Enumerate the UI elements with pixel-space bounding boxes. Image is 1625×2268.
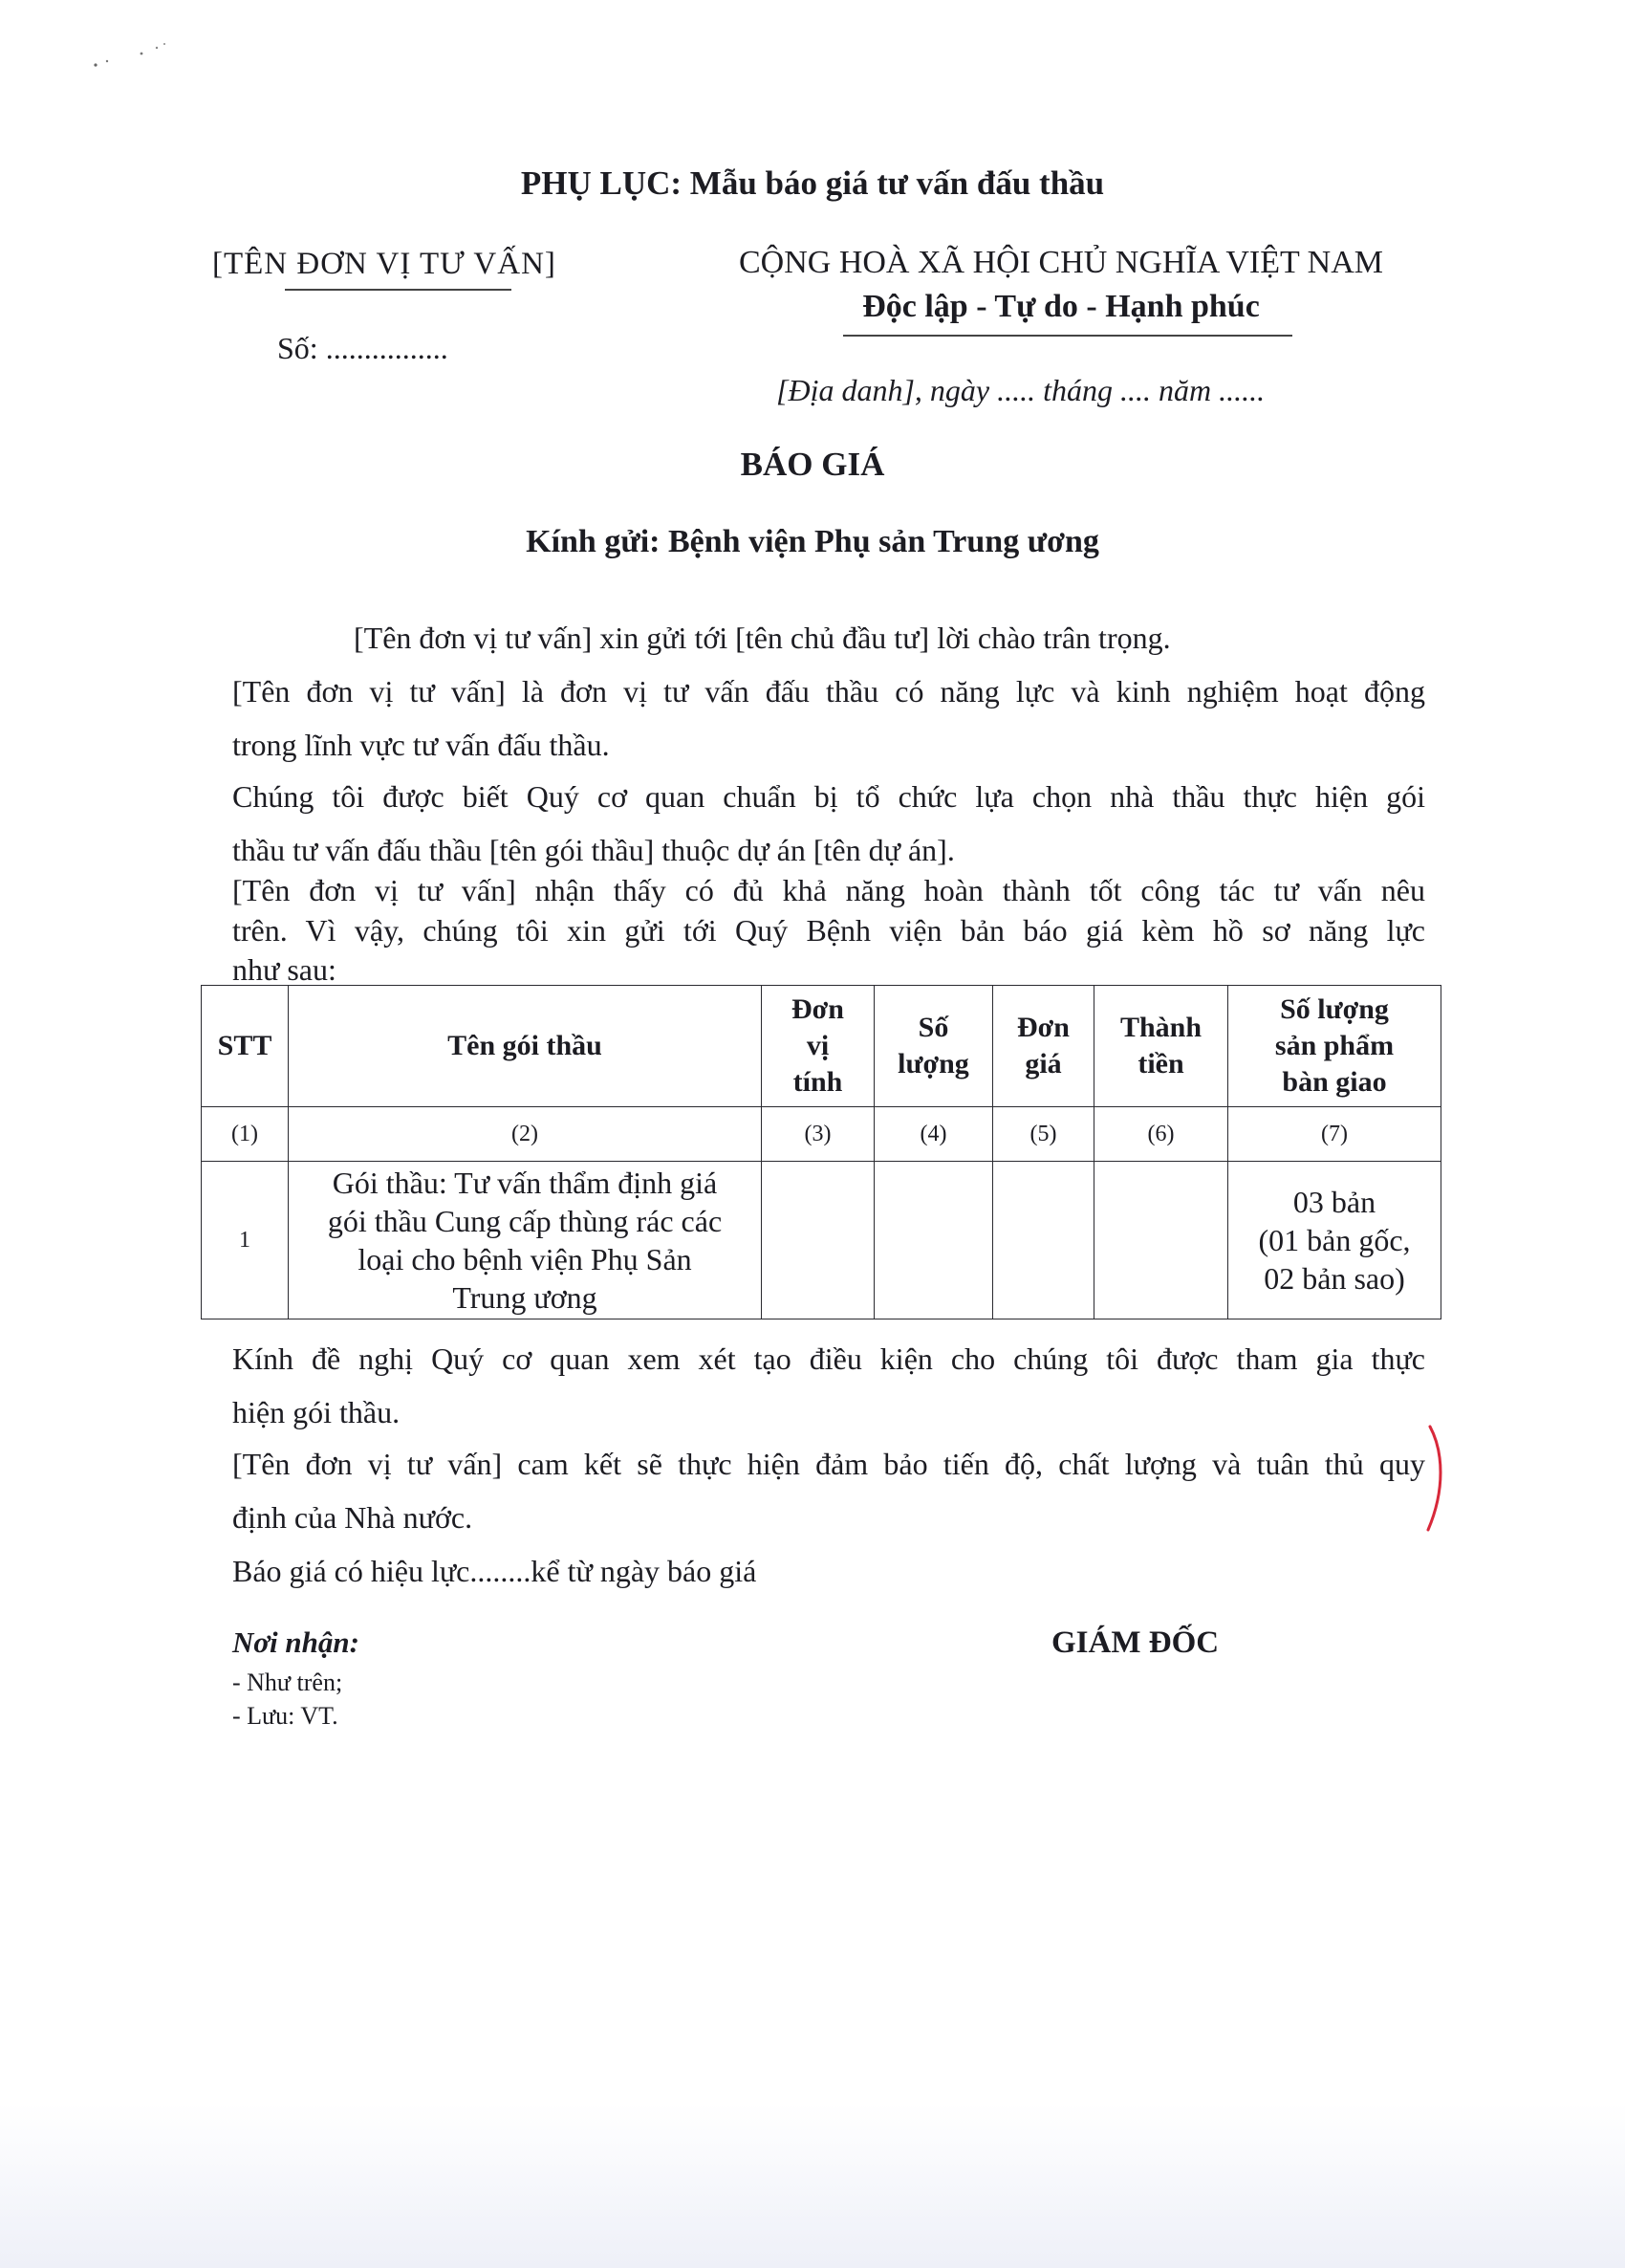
row-package-name: Gói thầu: Tư vấn thẩm định giá gói thầu Cung cấp thùng rác các loại cho bệnh viện Phụ Sản Trung ương xyxy=(289,1162,762,1319)
row-quantity xyxy=(875,1162,993,1319)
motto-underline xyxy=(843,335,1292,337)
index-cell: (4) xyxy=(875,1107,993,1162)
recipient-item: - Như trên; xyxy=(232,1668,343,1696)
scan-bottom-shade xyxy=(0,2104,1625,2268)
header-stt: STT xyxy=(202,986,289,1107)
index-cell: (5) xyxy=(993,1107,1094,1162)
intro-line-2: trong lĩnh vực tư vấn đấu thầu. xyxy=(232,728,610,762)
nation-name: CỘNG HOÀ XÃ HỘI CHỦ NGHĨA VIỆT NAM xyxy=(738,245,1383,280)
header-total: Thành tiền xyxy=(1094,986,1228,1107)
intro-line-1: [Tên đơn vị tư vấn] là đơn vị tư vấn đấu thầu có năng lực và kinh nghiệm hoạt động xyxy=(232,674,1425,709)
national-motto: Độc lập - Tự do - Hạnh phúc xyxy=(862,289,1260,324)
context-line-1: Chúng tôi được biết Quý cơ quan chuẩn bị tổ chức lựa chọn nhà thầu thực hiện gói xyxy=(232,779,1425,814)
request-line-1: Kính đề nghị Quý cơ quan xem xét tạo điều kiện cho chúng tôi được tham gia thực xyxy=(232,1341,1425,1376)
red-pen-mark xyxy=(1422,1423,1451,1537)
quote-table xyxy=(201,985,1441,1319)
header-unit-price: Đơn giá xyxy=(993,986,1094,1107)
header-quantity: Số lượng xyxy=(875,986,993,1107)
place-date-line: [Địa danh], ngày ..... tháng .... năm ...... xyxy=(776,373,1266,407)
index-cell: (6) xyxy=(1094,1107,1228,1162)
header-package-name: Tên gói thầu xyxy=(289,986,762,1107)
offer-line-1: [Tên đơn vị tư vấn] nhận thấy có đủ khả năng hoàn thành tốt công tác tư vấn nêu xyxy=(232,873,1425,907)
recipient-line: Kính gửi: Bệnh viện Phụ sản Trung ương xyxy=(526,524,1099,559)
offer-line-2: trên. Vì vậy, chúng tôi xin gửi tới Quý Bệnh viện bản báo giá kèm hồ sơ năng lực xyxy=(232,913,1425,948)
row-stt: 1 xyxy=(202,1162,289,1319)
header-unit: Đơn vị tính xyxy=(762,986,875,1107)
table-header-row xyxy=(202,986,1441,1107)
row-unit xyxy=(762,1162,875,1319)
index-cell: (7) xyxy=(1228,1107,1441,1162)
context-line-2: thầu tư vấn đấu thầu [tên gói thầu] thuộc dự án [tên dự án]. xyxy=(232,833,955,867)
recipients-label: Nơi nhận: xyxy=(232,1625,359,1659)
header-deliverables: Số lượng sản phẩm bàn giao xyxy=(1228,986,1441,1107)
quote-title: BÁO GIÁ xyxy=(740,446,885,483)
table-row xyxy=(202,1162,1441,1319)
consultant-org-name: [TÊN ĐƠN VỊ TƯ VẤN] xyxy=(212,247,556,281)
document-title: PHỤ LỤC: Mẫu báo giá tư vấn đấu thầu xyxy=(520,164,1105,202)
request-line-2: hiện gói thầu. xyxy=(232,1395,401,1429)
commitment-line-2: định của Nhà nước. xyxy=(232,1500,473,1535)
index-cell: (2) xyxy=(289,1107,762,1162)
index-cell: (3) xyxy=(762,1107,875,1162)
table-index-row xyxy=(202,1107,1441,1162)
validity-line: Báo giá có hiệu lực........kể từ ngày báo giá xyxy=(232,1554,757,1588)
row-deliverables: 03 bản (01 bản gốc, 02 bản sao) xyxy=(1228,1162,1441,1319)
offer-line-3: như sau: xyxy=(232,952,336,987)
org-name-underline xyxy=(285,289,511,291)
greeting-paragraph: [Tên đơn vị tư vấn] xin gửi tới [tên chủ đầu tư] lời chào trân trọng. xyxy=(354,621,1171,655)
document-number: Số: ................ xyxy=(277,331,448,365)
recipient-item: - Lưu: VT. xyxy=(232,1702,338,1730)
index-cell: (1) xyxy=(202,1107,289,1162)
scan-specks xyxy=(57,19,191,76)
row-total xyxy=(1094,1162,1228,1319)
commitment-line-1: [Tên đơn vị tư vấn] cam kết sẽ thực hiện đảm bảo tiến độ, chất lượng và tuân thủ quy xyxy=(232,1447,1425,1481)
row-unit-price xyxy=(993,1162,1094,1319)
signer-title: GIÁM ĐỐC xyxy=(1051,1625,1220,1660)
